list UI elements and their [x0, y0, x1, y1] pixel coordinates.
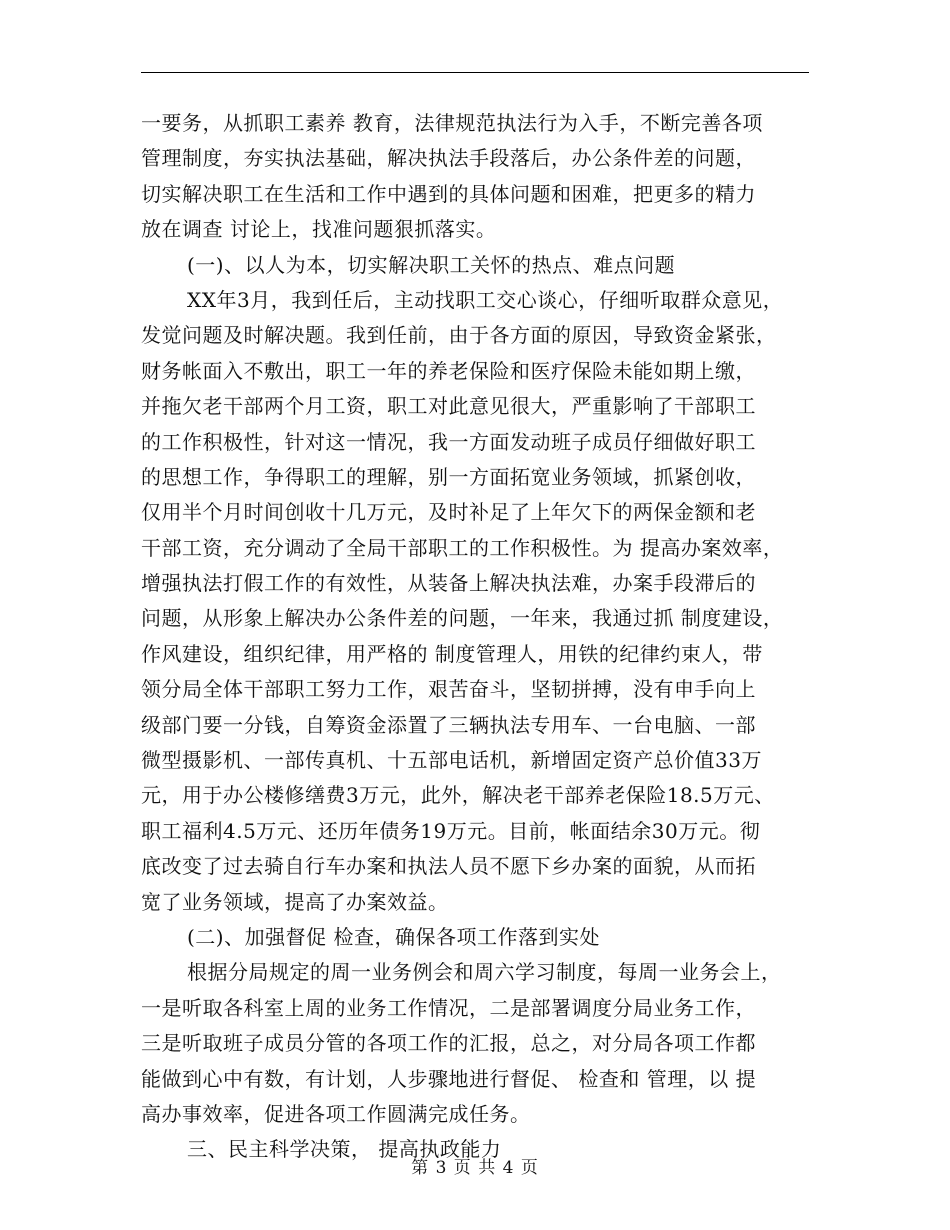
text-line: 一要务，从抓职工素养 教育，法律规范执法行为入手，不断完善各项: [141, 111, 763, 135]
text-line: XX年3月，我到任后，主动找职工交心谈心，仔细听取群众意见，: [187, 287, 784, 312]
text-line: 一是听取各科室上周的业务工作情况，二是部署调度分局业务工作，: [141, 995, 756, 1020]
text-line: (一)、以人为本，切实解决职工关怀的热点、难点问题: [187, 252, 676, 277]
text-line: 增强执法打假工作的有效性，从装备上解决执法难，办案手段滞后的: [141, 571, 756, 596]
text-line: (二)、加强督促 检查，确保各项工作落到实处: [187, 924, 600, 949]
text-line: 财务帐面入不敷出，职工一年的养老保险和医疗保险未能如期上缴，: [141, 358, 756, 383]
text-line: 职工福利4.5万元、还历年债务19万元。目前，帐面结余30万元。彻: [141, 818, 761, 843]
text-line: 仅用半个月时间创收十几万元，及时补足了上年欠下的两保金额和老: [141, 500, 756, 525]
page-footer: 第 3 页 共 4 页: [411, 1158, 539, 1178]
text-line: 根据分局规定的周一业务例会和周六学习制度，每周一业务会上，: [187, 960, 782, 985]
text-line: 能做到心中有数，有计划，人步骤地进行督促、 检查和 管理，以 提: [141, 1066, 757, 1091]
text-line: 高办事效率，促进各项工作圆满完成任务。: [141, 1101, 531, 1126]
text-line: 的思想工作，争得职工的理解，别一方面拓宽业务领域，抓紧创收，: [141, 464, 756, 489]
text-line: 三是听取班子成员分管的各项工作的汇报，总之，对分局各项工作都: [141, 1031, 756, 1056]
text-line: 级部门要一分钱，自筹资金添置了三辆执法专用车、一台电脑、一部: [141, 712, 756, 737]
header-rule: [141, 72, 809, 73]
text-line: 问题，从形象上解决办公条件差的问题，一年来，我通过抓 制度建设，: [141, 606, 784, 631]
text-line: 作风建设，组织纪律，用严格的 制度管理人，用铁的纪律约束人，带: [141, 641, 763, 666]
text-line: 的工作积极性，针对这一情况，我一方面发动班子成员仔细做好职工: [141, 429, 756, 454]
text-line: 三、民主科学决策， 提高执政能力: [187, 1137, 502, 1162]
text-line: 干部工资，充分调动了全局干部职工的工作积极性。为 提高办案效率，: [141, 535, 784, 560]
text-line: 放在调查 讨论上，找准问题狠抓落实。: [141, 217, 497, 242]
text-line: 管理制度，夯实执法基础，解决执法手段落后，办公条件差的问题，: [141, 146, 756, 171]
document-body: [141, 106, 813, 1168]
text-line: 发觉问题及时解决题。我到任前，由于各方面的原因，导致资金紧张，: [141, 323, 777, 348]
text-line: 底改变了过去骑自行车办案和执法人员不愿下乡办案的面貌，从而拓: [141, 854, 756, 879]
text-line: 切实解决职工在生活和工作中遇到的具体问题和困难，把更多的精力: [141, 181, 756, 206]
text-line: 并拖欠老干部两个月工资，职工对此意见很大，严重影响了干部职工: [141, 394, 756, 419]
text-line: 微型摄影机、一部传真机、十五部电话机，新增固定资产总价值33万: [141, 748, 762, 773]
text-line: 元，用于办公楼修缮费3万元，此外，解决老干部养老保险18.5万元、: [141, 783, 775, 808]
text-line: 宽了业务领域，提高了办案效益。: [141, 889, 449, 914]
text-line: 领分局全体干部职工努力工作，艰苦奋斗，坚韧拼搏，没有申手向上: [141, 677, 756, 702]
